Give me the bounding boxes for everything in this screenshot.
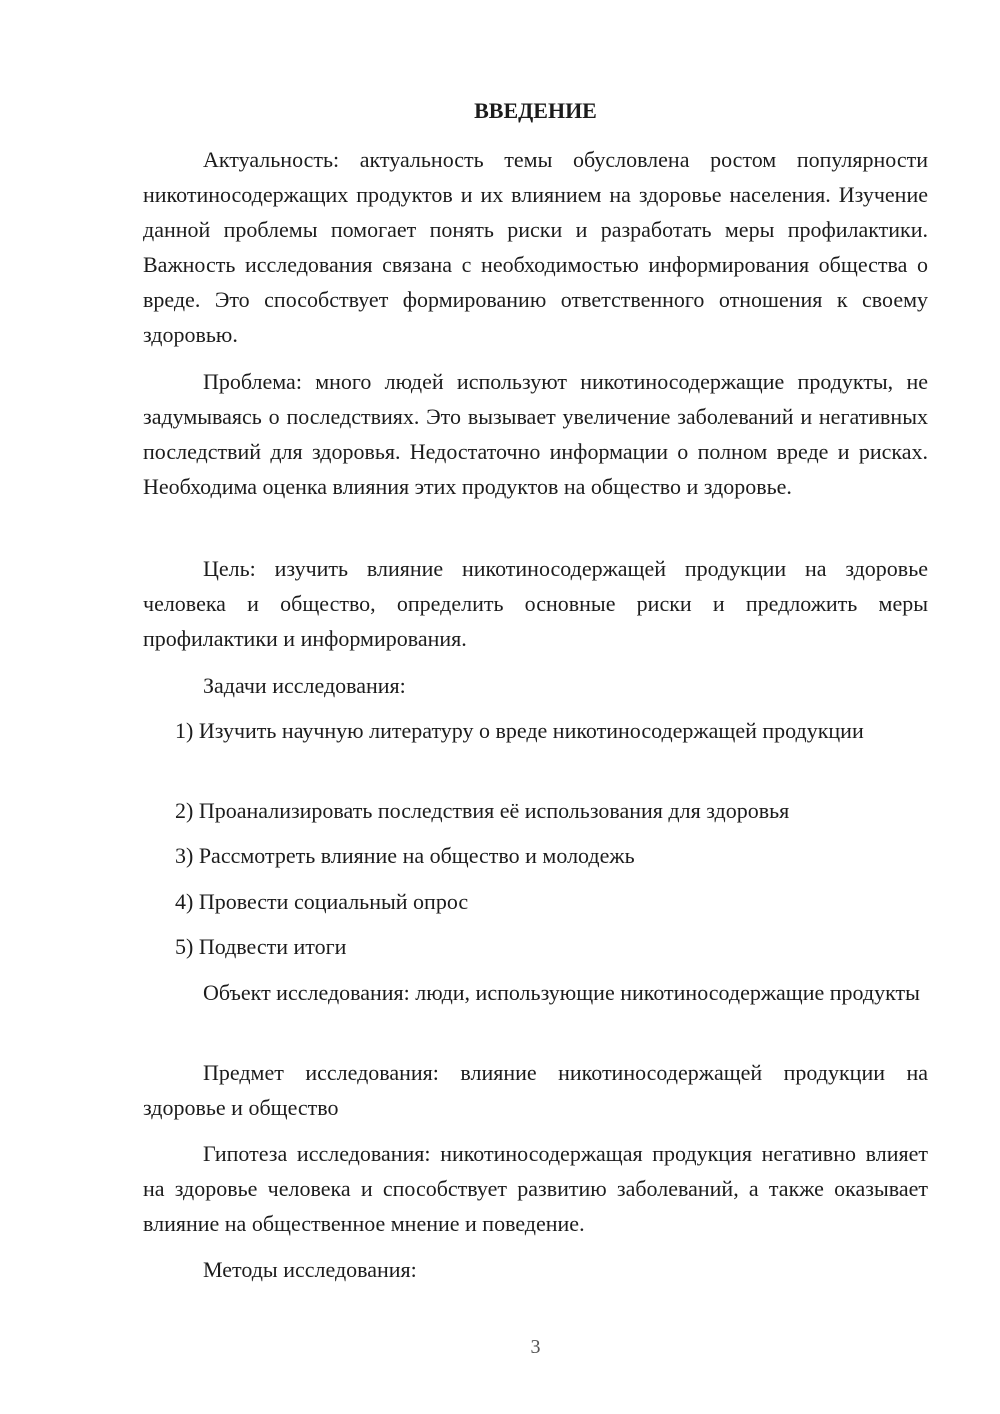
subject-paragraph: Предмет исследования: влияние никотиносодержащей продукции на здоровье и общество xyxy=(143,1060,928,1120)
problem-paragraph: Проблема: много людей используют никотиносодержащие продукты, не задумываясь о последствиях. Это вызывает увеличение заболеваний и негативных последствий для здоровья. Недостаточно информации о полном вреде и рисках. Необходима оценка влияния этих продуктов на общество и здоровье. xyxy=(143,369,928,499)
task-item-2: 2) Проанализировать последствия её использования для здоровья xyxy=(175,798,790,823)
task-item-1: 1) Изучить научную литературу о вреде никотиносодержащей продукции xyxy=(175,718,864,743)
hypothesis-paragraph: Гипотеза исследования: никотиносодержащая продукция негативно влияет на здоровье человека и способствует развитию заболеваний, а также оказывает влияние на общественное мнение и поведение. xyxy=(143,1141,928,1236)
task-item-3: 3) Рассмотреть влияние на общество и молодежь xyxy=(175,843,635,868)
task-item-4: 4) Провести социальный опрос xyxy=(175,889,469,914)
task-item-5: 5) Подвести итоги xyxy=(175,934,347,959)
document-page xyxy=(143,0,928,1414)
object-paragraph: Объект исследования: люди, использующие никотиносодержащие продукты xyxy=(203,980,920,1005)
methods-heading: Методы исследования: xyxy=(203,1257,417,1282)
goal-paragraph: Цель: изучить влияние никотиносодержащей продукции на здоровье человека и общество, определить основные риски и предложить меры профилактики и информирования. xyxy=(143,556,928,651)
tasks-heading: Задачи исследования: xyxy=(203,673,406,698)
page-title: ВВЕДЕНИЕ xyxy=(474,98,597,123)
relevance-paragraph: Актуальность: актуальность темы обусловлена ростом популярности никотиносодержащих продуктов и их влиянием на здоровье населения. Изучение данной проблемы помогает понять риски и разработать меры профилактики. Важность исследования связана с необходимостью информирования общества о вреде. Это способствует формированию ответственного отношения к своему здоровью. xyxy=(143,147,928,347)
page-number: 3 xyxy=(530,1336,541,1358)
